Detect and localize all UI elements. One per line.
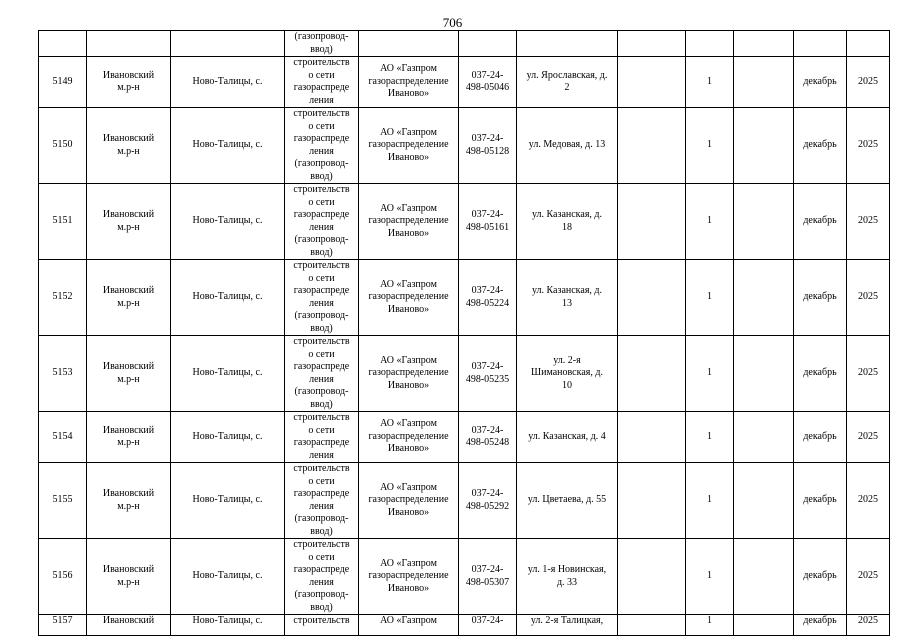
cell-settlement: Ново-Талицы, с. xyxy=(171,184,285,260)
cell-district: Ивановский м.р-н xyxy=(87,336,171,412)
cell-organization: АО «Газпром газораспределение Иваново» xyxy=(359,260,459,336)
cell-address: ул. Казанская, д. 13 xyxy=(517,260,618,336)
cell-district: Ивановский м.р-н xyxy=(87,260,171,336)
cell-quantity: 1 xyxy=(686,57,734,108)
cell-id: 037-24- 498-05235 xyxy=(459,336,517,412)
cell-year: 2025 xyxy=(847,108,890,184)
cell-month: декабрь xyxy=(794,260,847,336)
cell-id: 037-24- 498-05046 xyxy=(459,57,517,108)
cell-number: 5157 xyxy=(39,615,87,636)
cell-settlement: Ново-Талицы, с. xyxy=(171,463,285,539)
cell-settlement: Ново-Талицы, с. xyxy=(171,336,285,412)
cell-empty xyxy=(39,31,87,57)
table-row xyxy=(39,463,890,539)
cell-district: Ивановский xyxy=(87,615,171,636)
cell-year: 2025 xyxy=(847,57,890,108)
cell-id: 037-24- 498-05292 xyxy=(459,463,517,539)
table-row xyxy=(39,412,890,463)
cell-quantity: 1 xyxy=(686,615,734,636)
cell-empty xyxy=(734,31,794,57)
cell-work-type: строительств о сети газораспреде ления (газопровод- ввод) xyxy=(285,336,359,412)
cell-empty xyxy=(618,336,686,412)
cell-year: 2025 xyxy=(847,260,890,336)
cell-number: 5154 xyxy=(39,412,87,463)
cell-district: Ивановский м.р-н xyxy=(87,57,171,108)
cell-quantity: 1 xyxy=(686,463,734,539)
cell-number: 5151 xyxy=(39,184,87,260)
cell-empty xyxy=(618,57,686,108)
cell-empty xyxy=(734,463,794,539)
cell-address: ул. Медовая, д. 13 xyxy=(517,108,618,184)
cell-work-type: строительств о сети газораспреде ления (газопровод- ввод) xyxy=(285,463,359,539)
page-number: 706 xyxy=(442,15,463,30)
cell-empty xyxy=(459,31,517,57)
cell-empty xyxy=(618,412,686,463)
cell-address: ул. Казанская, д. 18 xyxy=(517,184,618,260)
table-row xyxy=(39,184,890,260)
cell-empty xyxy=(734,57,794,108)
cell-empty xyxy=(734,539,794,615)
cell-settlement: Ново-Талицы, с. xyxy=(171,539,285,615)
cell-settlement: Ново-Талицы, с. xyxy=(171,57,285,108)
table-row xyxy=(39,57,890,108)
cell-address: ул. 2-я Талицкая, xyxy=(517,615,618,636)
cell-empty xyxy=(359,31,459,57)
cell-organization: АО «Газпром газораспределение Иваново» xyxy=(359,57,459,108)
cell-work-type: строительств о сети газораспреде ления (газопровод- ввод) xyxy=(285,184,359,260)
cell-work-type: строительств о сети газораспреде ления (газопровод- ввод) xyxy=(285,539,359,615)
cell-number: 5156 xyxy=(39,539,87,615)
cell-settlement: Ново-Талицы, с. xyxy=(171,108,285,184)
cell-organization: АО «Газпром xyxy=(359,615,459,636)
cell-month: декабрь xyxy=(794,336,847,412)
cell-id: 037-24- 498-05307 xyxy=(459,539,517,615)
cell-work-type: строительств о сети газораспреде ления xyxy=(285,412,359,463)
cell-settlement: Ново-Талицы, с. xyxy=(171,260,285,336)
cell-year: 2025 xyxy=(847,184,890,260)
cell-id: 037-24- 498-05128 xyxy=(459,108,517,184)
table-row-continuation xyxy=(39,31,890,57)
cell-month: декабрь xyxy=(794,184,847,260)
cell-empty xyxy=(87,31,171,57)
cell-district: Ивановский м.р-н xyxy=(87,539,171,615)
cell-empty xyxy=(618,108,686,184)
cell-number: 5155 xyxy=(39,463,87,539)
cell-organization: АО «Газпром газораспределение Иваново» xyxy=(359,336,459,412)
cell-year: 2025 xyxy=(847,412,890,463)
table-row xyxy=(39,539,890,615)
cell-work-type: строительств о сети газораспреде ления (газопровод- ввод) xyxy=(285,260,359,336)
cell-district: Ивановский м.р-н xyxy=(87,108,171,184)
cell-id: 037-24- xyxy=(459,615,517,636)
cell-address: ул. Цветаева, д. 55 xyxy=(517,463,618,539)
cell-month: декабрь xyxy=(794,463,847,539)
cell-empty xyxy=(734,184,794,260)
cell-number: 5150 xyxy=(39,108,87,184)
cell-district: Ивановский м.р-н xyxy=(87,412,171,463)
cell-organization: АО «Газпром газораспределение Иваново» xyxy=(359,412,459,463)
cell-month: декабрь xyxy=(794,615,847,636)
cell-address: ул. 1-я Новинская, д. 33 xyxy=(517,539,618,615)
cell-settlement: Ново-Талицы, с. xyxy=(171,615,285,636)
table-row xyxy=(39,260,890,336)
cell-work-type: строительств о сети газораспреде ления (газопровод- ввод) xyxy=(285,108,359,184)
table-row xyxy=(39,615,890,636)
cell-empty xyxy=(171,31,285,57)
cell-empty xyxy=(847,31,890,57)
cell-number: 5152 xyxy=(39,260,87,336)
cell-id: 037-24- 498-05224 xyxy=(459,260,517,336)
table-row xyxy=(39,108,890,184)
cell-quantity: 1 xyxy=(686,539,734,615)
cell-work-type: (газопровод- ввод) xyxy=(285,31,359,57)
cell-month: декабрь xyxy=(794,57,847,108)
cell-number: 5149 xyxy=(39,57,87,108)
cell-address: ул. 2-я Шимановская, д. 10 xyxy=(517,336,618,412)
cell-empty xyxy=(794,31,847,57)
cell-district: Ивановский м.р-н xyxy=(87,184,171,260)
cell-work-type: строительств xyxy=(285,615,359,636)
table-row xyxy=(39,336,890,412)
cell-number: 5153 xyxy=(39,336,87,412)
cell-quantity: 1 xyxy=(686,412,734,463)
cell-address: ул. Казанская, д. 4 xyxy=(517,412,618,463)
cell-organization: АО «Газпром газораспределение Иваново» xyxy=(359,463,459,539)
cell-quantity: 1 xyxy=(686,184,734,260)
cell-quantity: 1 xyxy=(686,336,734,412)
cell-empty xyxy=(734,260,794,336)
cell-year: 2025 xyxy=(847,615,890,636)
cell-settlement: Ново-Талицы, с. xyxy=(171,412,285,463)
cell-organization: АО «Газпром газораспределение Иваново» xyxy=(359,539,459,615)
cell-quantity: 1 xyxy=(686,108,734,184)
cell-empty xyxy=(734,615,794,636)
cell-address: ул. Ярославская, д. 2 xyxy=(517,57,618,108)
cell-month: декабрь xyxy=(794,539,847,615)
cell-empty xyxy=(618,539,686,615)
cell-empty xyxy=(618,615,686,636)
cell-empty xyxy=(618,463,686,539)
cell-year: 2025 xyxy=(847,336,890,412)
cell-empty xyxy=(618,260,686,336)
cell-id: 037-24- 498-05161 xyxy=(459,184,517,260)
cell-id: 037-24- 498-05248 xyxy=(459,412,517,463)
cell-empty xyxy=(517,31,618,57)
cell-district: Ивановский м.р-н xyxy=(87,463,171,539)
cell-work-type: строительств о сети газораспреде ления xyxy=(285,57,359,108)
cell-month: декабрь xyxy=(794,412,847,463)
cell-quantity: 1 xyxy=(686,260,734,336)
cell-year: 2025 xyxy=(847,463,890,539)
cell-year: 2025 xyxy=(847,539,890,615)
cell-empty xyxy=(734,412,794,463)
cell-empty xyxy=(734,108,794,184)
cell-empty xyxy=(734,336,794,412)
cell-empty xyxy=(686,31,734,57)
cell-month: декабрь xyxy=(794,108,847,184)
cell-organization: АО «Газпром газораспределение Иваново» xyxy=(359,108,459,184)
registry-table xyxy=(38,30,890,636)
cell-organization: АО «Газпром газораспределение Иваново» xyxy=(359,184,459,260)
cell-empty xyxy=(618,184,686,260)
cell-empty xyxy=(618,31,686,57)
